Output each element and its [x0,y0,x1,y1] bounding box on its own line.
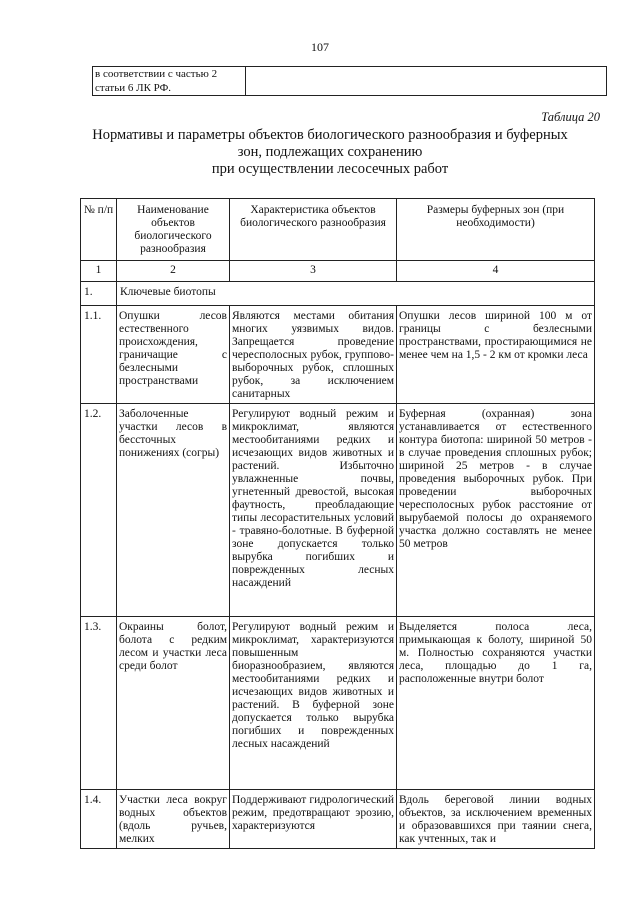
buffer-zone-size: Вдоль береговой линии водных объектов, за исключением временных и образовавшихся при таянии снега, как учтенных, так и [397,790,595,849]
title-line: зон, подлежащих сохранению [237,144,423,160]
row-number: 1.1. [81,306,117,404]
object-characteristic: Регулируют водный режим и микроклимат, характеризуются повышенным биоразнообразием, являются местообитаниями редких и исчезающих видов животных и растений. В буферной зоне допускается только вырубка погибших и поврежденных лесных насаждений [230,617,397,790]
table-row [81,404,595,617]
row-number: 1.3. [81,617,117,790]
biodiversity-object-name: Участки леса вокруг водных объектов (вдоль ручьев, мелких [117,790,230,849]
table-cell [246,67,607,96]
biodiversity-object-name: Заболоченные участки лесов в бессточных понижениях (согры) [117,404,230,617]
column-number-row [81,261,595,282]
title-line: при осуществлении лесосечных работ [211,161,449,177]
table-header-row [81,199,595,261]
section-title: Ключевые биотопы [117,282,595,306]
table-row [81,790,595,849]
column-number: 1 [81,261,117,282]
table-row [81,617,595,790]
column-number: 4 [397,261,595,282]
table-row [81,306,595,404]
buffer-zone-size: Буферная (охранная) зона устанавливается от естественного контура биотопа: шириной 50 метров - в случае проведения сплошных рубок; шириной 25 метров - в случае проведения выборочных рубок. При проведении выборочных чересполосных рубок расстояние от вырубаемой полосы до охраняемого участка должно составлять не менее 50 метров [397,404,595,617]
column-number: 3 [230,261,397,282]
object-characteristic: Поддерживают гидрологический режим, предотвращают эрозию, характеризуются [230,790,397,849]
buffer-zone-size: Выделяется полоса леса, примыкающая к болоту, шириной 50 м. Полностью сохраняются участки леса, площадью до 1 га, расположенные внутри болот [397,617,595,790]
table-cell: в соответствии с частью 2 статьи 6 ЛК РФ. [93,67,246,96]
buffer-zone-size: Опушки лесов шириной 100 м от границы с безлесными пространствами, простирающимися не менее чем на 1,5 - 2 км от кромки леса [397,306,595,404]
column-header: № п/п [81,199,117,261]
object-characteristic: Являются местами обитания многих уязвимых видов. Запрещается проведение чересполосных рубок, группово-выборочных рубок, сплошных рубок, за исключением санитарных [230,306,397,404]
document-title [60,127,600,178]
column-number: 2 [117,261,230,282]
row-number: 1.4. [81,790,117,849]
section-row [81,282,595,306]
column-header: Характеристика объектов биологического разнообразия [230,199,397,261]
title-line: Нормативы и параметры объектов биологического разнообразия и буферных [92,127,568,143]
column-header: Наименование объектов биологического разнообразия [117,199,230,261]
row-number: 1.2. [81,404,117,617]
page-number: 107 [311,40,329,54]
object-characteristic: Регулируют водный режим и микроклимат, являются местообитаниями редких и исчезающих видов животных и растений. Избыточно увлажненные почвы, угнетенный древостой, высокая фаутность, преобладающие типы лесорастительных условий - травяно-болотные. В буферной зоне допускается только вырубка погибших и поврежденных лесных насаждений [230,404,397,617]
continued-table-fragment [92,66,607,96]
table-caption: Таблица 20 [541,110,600,124]
biodiversity-object-name: Окраины болот, болота с редким лесом и участки леса среди болот [117,617,230,790]
column-header: Размеры буферных зон (при необходимости) [397,199,595,261]
biodiversity-object-name: Опушки лесов естественного происхождения, граничащие с безлесными пространствами [117,306,230,404]
biodiversity-norms-table [80,198,595,849]
section-number: 1. [81,282,117,306]
